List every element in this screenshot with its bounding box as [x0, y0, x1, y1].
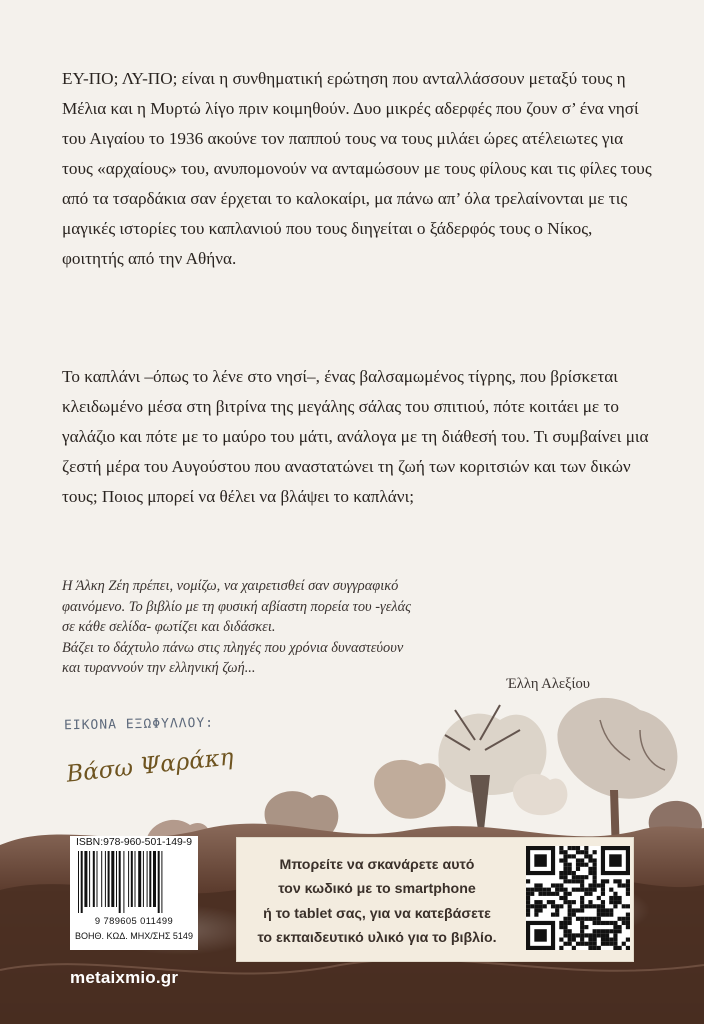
isbn-label: ISBN:978-960-501-149-9	[75, 837, 193, 848]
blurb-paragraph-1	[62, 64, 652, 274]
qr-line: ή το tablet σας, για να κατεβάσετε	[263, 905, 491, 922]
review-line: σε κάθε σελίδα- φωτίζει και διδάσκει.	[62, 619, 276, 635]
qr-code[interactable]	[526, 846, 630, 950]
qr-panel	[236, 837, 634, 962]
blurb-text-2: Το καπλάνι –όπως το λένε στο νησί–, ένας βαλσαμωμένος τίγρης, που βρίσκεται κλειδωμένο μέσα στη βιτρίνα της μεγάλης σάλας του σπιτιού, πότε κοιτάει με το γαλάζιο και πότε με το μαύρο του μάτι, ανάλογα με τη διάθεσή του. Τι συμβαίνει μια ζεστή μέρα του Αυγούστου που αναστατώνει τη ζωή των κοριτσιών και των δικών τους; Ποιος μπορεί να θέλει να βλάψει το καπλάνι;	[62, 367, 649, 506]
review-author: Έλλη Αλεξίου	[506, 676, 590, 692]
blurb-text-1: ΕΥ-ΠΟ; ΛΥ-ΠΟ; είναι η συνθηματική ερώτηση που ανταλλάσσουν μεταξύ τους η Μέλια και η Μυρτώ λίγο πριν κοιμηθούν. Δυο μικρές αδερφές που ζουν σ’ ένα νησί του Αιγαίου το 1936 ακούνε τον παππού τους να τους μιλάει ώρες ατέλειωτες για τους «αρχαίους» του, ανυπομονούν να ανταμώσουν με τους φίλους και τις φίλες τους από τα τσαρδάκια σαν έρχεται το καλοκαίρι, μα πάνω απ’ όλα τρελαίνονται με τις μαγικές ιστορίες του καπλανιού που τους διηγείται ο ξάδερφός τους ο Νίκος, φοιτητής από την Αθήνα.	[62, 69, 652, 268]
review-line: και τυραννούν την ελληνική ζωή...	[62, 660, 256, 676]
review-line: Βάζει το δάχτυλο πάνω στις πληγές που χρόνια δυναστεύουν	[62, 639, 404, 656]
review-line: φαινόμενο. Το βιβλίο με τη φυσική αβίαστη πορεία του -γελάς	[62, 598, 411, 615]
isbn-barcode	[70, 836, 198, 950]
blurb-paragraph-2	[62, 362, 652, 512]
review-quote	[62, 576, 642, 679]
barcode-code: ΒΟΗΘ. ΚΩΔ. ΜΗΧ/ΣΗΣ 5149	[75, 931, 193, 941]
barcode-bars	[74, 851, 194, 913]
qr-line: τον κωδικό με το smartphone	[278, 881, 476, 898]
review-line: Η Άλκη Ζέη πρέπει, νομίζω, να χαιρετισθεί σαν συγγραφικό	[62, 578, 399, 594]
barcode-digits: 9 789605 011499	[94, 915, 174, 926]
qr-line: Μπορείτε να σκανάρετε αυτό	[279, 857, 475, 873]
illustrator-signature: Βάσω Ψαράκη	[65, 744, 235, 788]
publisher-website[interactable]: metaixmio.gr	[70, 968, 179, 987]
qr-line: το εκπαιδευτικό υλικό για το βιβλίο.	[257, 929, 497, 946]
qr-instructions	[237, 853, 517, 950]
cover-credit-label: ΕΙΚΟΝΑ ΕΞΩΦΥΛΛΟΥ:	[63, 715, 215, 734]
